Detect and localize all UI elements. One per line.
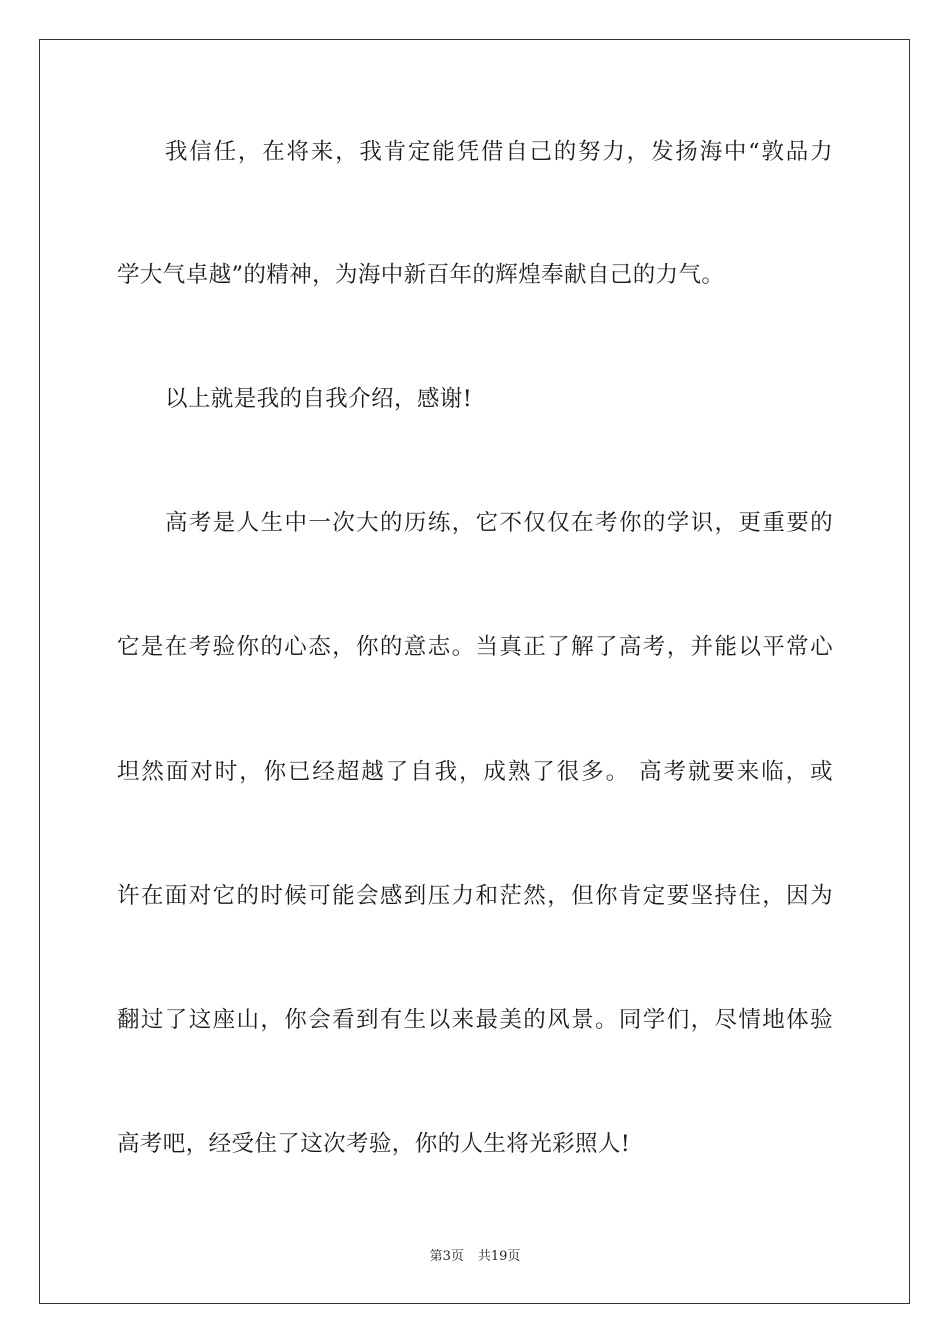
paragraph-line: 学大气卓越”的精神，为海中新百年的辉煌奉献自己的力气。: [117, 262, 725, 288]
paragraph-line: 翻过了这座山，你会看到有生以来最美的风景。同学们，尽情地体验: [117, 1007, 833, 1033]
paragraph-line: 以上就是我的自我介绍，感谢!: [165, 386, 473, 412]
paragraph-line: 高考是人生中一次大的历练，它不仅仅在考你的学识，更重要的: [165, 510, 833, 536]
paragraph-line: 它是在考验你的心态，你的意志。当真正了解了高考，并能以平常心: [117, 634, 833, 660]
page-footer: [0, 1248, 950, 1266]
page-number: 第3页: [429, 1249, 464, 1264]
paragraph-line: 许在面对它的时候可能会感到压力和茫然，但你肯定要坚持住，因为: [117, 883, 833, 909]
page-border: [39, 39, 910, 1304]
paragraph-line: 高考吧，经受住了这次考验，你的人生将光彩照人!: [117, 1131, 631, 1157]
paragraph-line: 我信任，在将来，我肯定能凭借自己的努力，发扬海中“敦品力: [165, 139, 833, 165]
page-total: 共19页: [477, 1249, 521, 1264]
paragraph-line: 坦然面对时，你已经超越了自我，成熟了很多。 高考就要来临，或: [117, 759, 833, 785]
